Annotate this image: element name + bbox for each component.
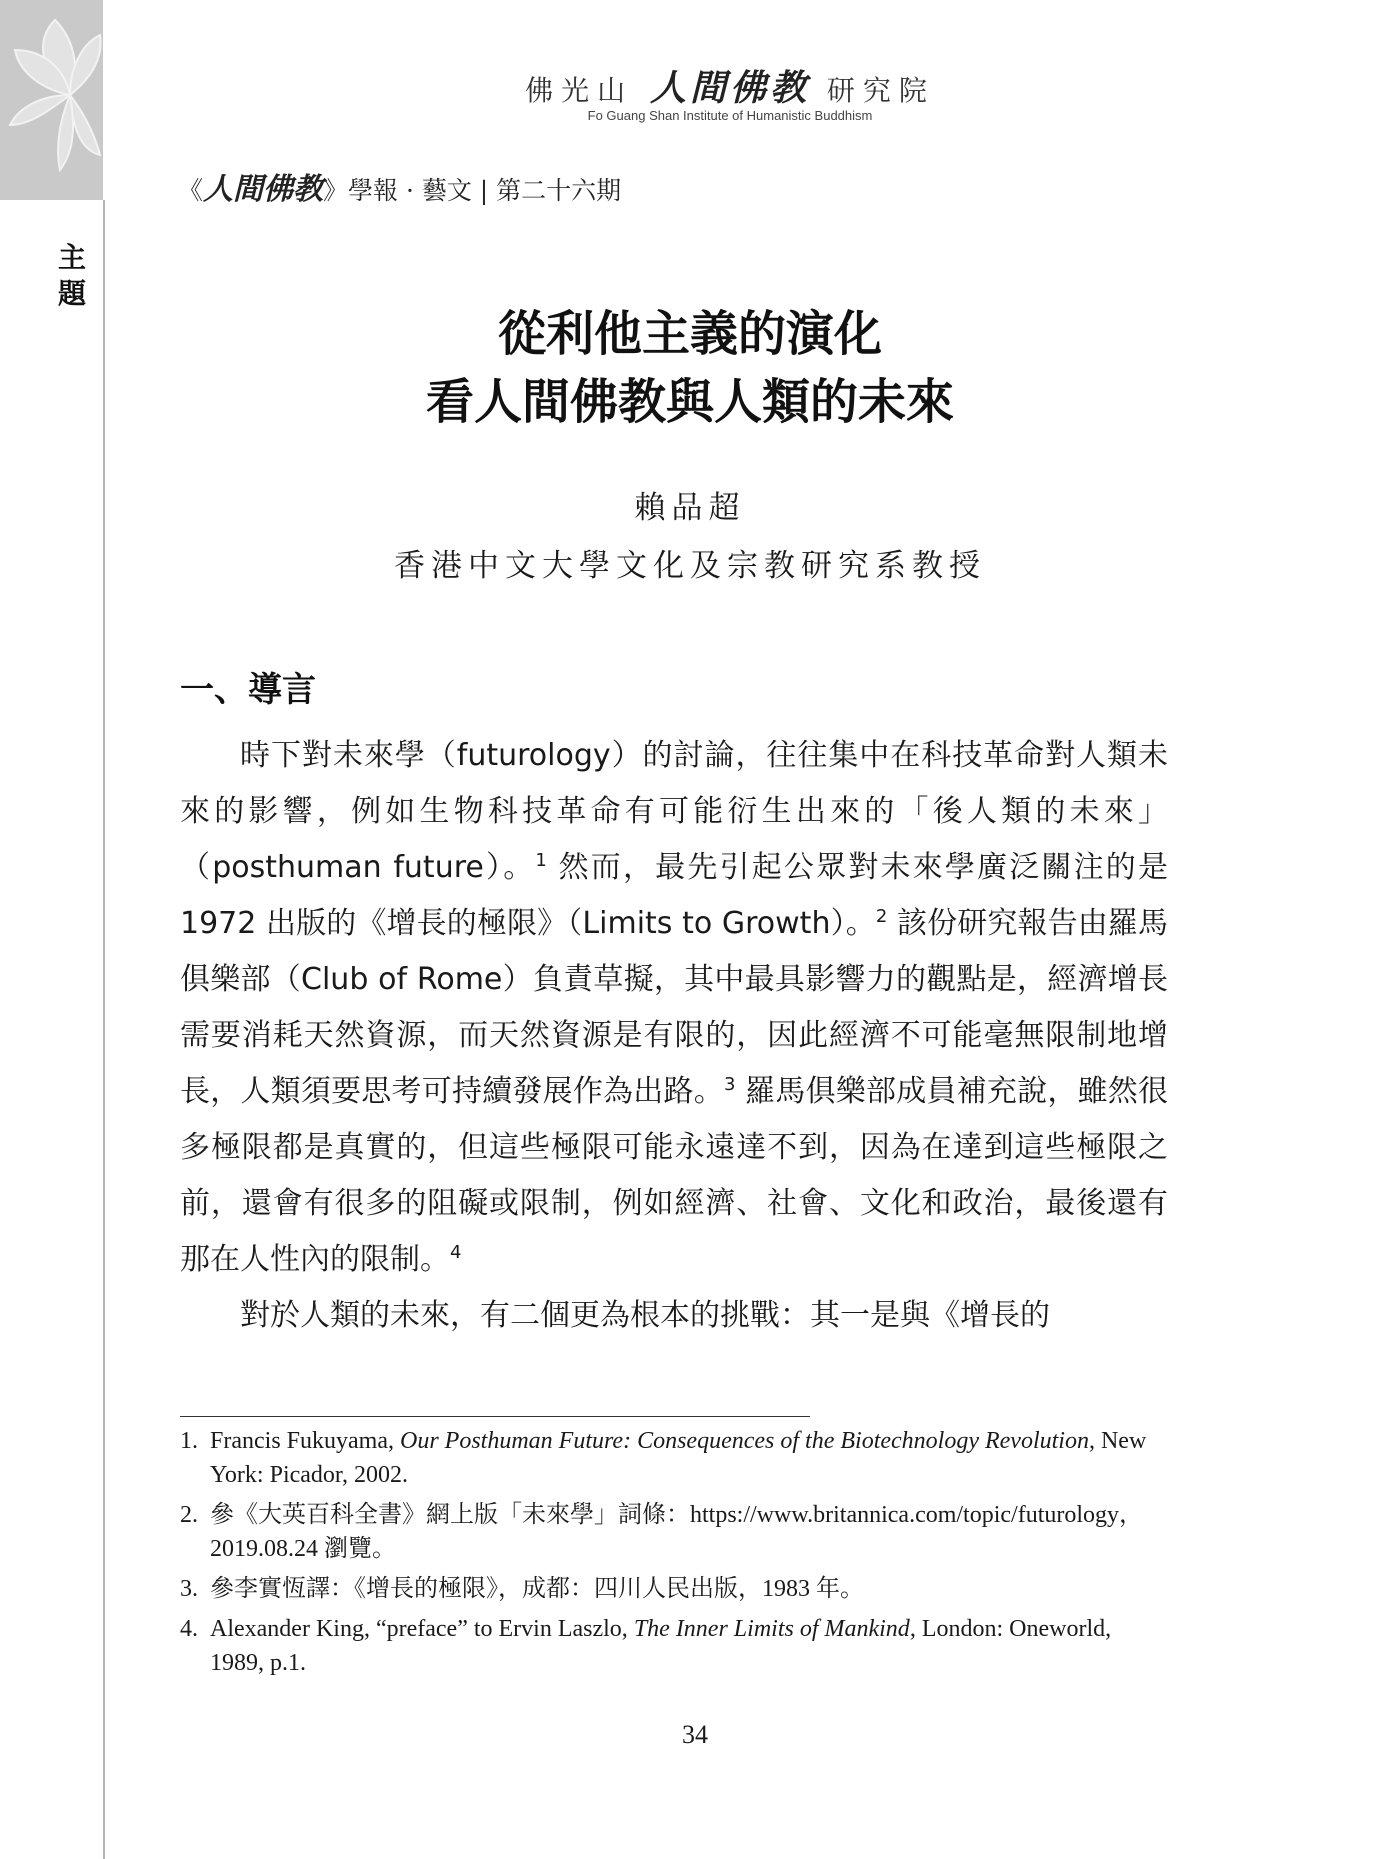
journal-bracket: 《 xyxy=(178,176,204,205)
footnote-ref: 4 xyxy=(450,1242,462,1263)
text-run: 參《大英百科全書》網上版「未來學」詞條：https://www.britannica.com/topic/futurology，2019.08.24 瀏覽。 xyxy=(210,1502,1144,1562)
institute-name-part: 佛光山 xyxy=(525,74,634,107)
footnote xyxy=(180,1572,1168,1606)
title-line-1: 從利他主義的演化 xyxy=(497,306,882,362)
italic-title: Our Posthuman Future: Consequences of the Biotechnology Revolution xyxy=(399,1428,1089,1454)
institute-name-en: Fo Guang Shan Institute of Humanistic Buddhism xyxy=(587,108,873,123)
article-title xyxy=(150,300,1230,436)
footnote-number: 2. xyxy=(180,1502,198,1528)
institute-name-part: 研究院 xyxy=(826,74,935,107)
lotus-icon xyxy=(0,0,103,200)
text-run: Alexander King, “preface” to Ervin Laszlo, xyxy=(210,1616,634,1642)
text-run: Francis Fukuyama, xyxy=(210,1428,400,1454)
footnote xyxy=(180,1612,1168,1680)
text-run: 時下對未來學（futurology）的討論，往往集中在科技革命對人類未來的影響，例如生物科技革命有可能衍生出來的「後人類的未來」（posthuman future）。 xyxy=(180,738,1168,885)
margin-rule xyxy=(103,200,105,1859)
journal-logo-mark: 人間佛教 xyxy=(203,172,324,207)
footnote-text xyxy=(210,1498,1168,1566)
text-run: 該份研究報告由羅馬俱樂部（Club of Rome）負責草擬，其中最具影響力的觀點是，經濟增長需要消耗天然資源，而天然資源是有限的，因此經濟不可能毫無限制地增長，人類須要思考可持續發展作為出路。 xyxy=(180,906,1168,1109)
side-label: 主題 xyxy=(57,241,86,310)
text-run: , London: Oneworld, 1989, p.1. xyxy=(210,1616,1112,1676)
footnote-ref: 1 xyxy=(535,850,547,871)
footnotes xyxy=(180,1424,1168,1686)
text-run: 對於人類的未來，有二個更為根本的挑戰：其一是與《增長的 xyxy=(240,1298,1050,1333)
footnote-ref: 3 xyxy=(723,1074,736,1095)
body-text xyxy=(180,728,1168,1344)
footnote-number: 3. xyxy=(180,1576,198,1602)
footnote-number: 4. xyxy=(180,1616,198,1642)
italic-title: The Inner Limits of Mankind xyxy=(633,1616,910,1642)
institute-logo-mark: 人間佛教 xyxy=(649,68,810,109)
header-gray-block xyxy=(0,0,103,200)
author-name: 賴品超 xyxy=(634,490,746,526)
paragraph xyxy=(180,728,1168,1288)
footnote-text xyxy=(210,1424,1168,1492)
title-line-2: 看人間佛教與人類的未來 xyxy=(425,374,954,430)
footnote-text xyxy=(210,1612,1168,1680)
institute-name-zh xyxy=(430,60,1030,111)
text-run: 羅馬俱樂部成員補充說，雖然很多極限都是真實的，但這些極限可能永遠達不到，因為在達到這些極限之前，還會有很多的阻礙或限制，例如經濟、社會、文化和政治，最後還有那在人性內的限制。 xyxy=(180,1074,1168,1277)
text-run: 參李實恆譯：《增長的極限》，成都：四川人民出版，1983 年。 xyxy=(210,1576,864,1602)
page-number: 34 xyxy=(682,1720,708,1749)
journal-running-head xyxy=(178,164,621,208)
paragraph xyxy=(180,1288,1168,1344)
footnote-number: 1. xyxy=(180,1428,198,1454)
footnote-rule xyxy=(180,1416,810,1417)
author-affiliation: 香港中文大學文化及宗教研究系教授 xyxy=(394,548,986,584)
text-run: 然而，最先引起公眾對未來學廣泛關注的是 1972 出版的《增長的極限》（Limits to Growth）。 xyxy=(180,850,1168,941)
journal-issue: 》學報 · 藝文 | 第二十六期 xyxy=(323,176,622,205)
footnote xyxy=(180,1498,1168,1566)
footnote-ref: 2 xyxy=(875,906,888,927)
footnote-text xyxy=(210,1572,1168,1606)
footnote xyxy=(180,1424,1168,1492)
section-heading: 一、導言 xyxy=(180,670,316,710)
text-run: , New York: Picador, 2002. xyxy=(210,1428,1147,1488)
